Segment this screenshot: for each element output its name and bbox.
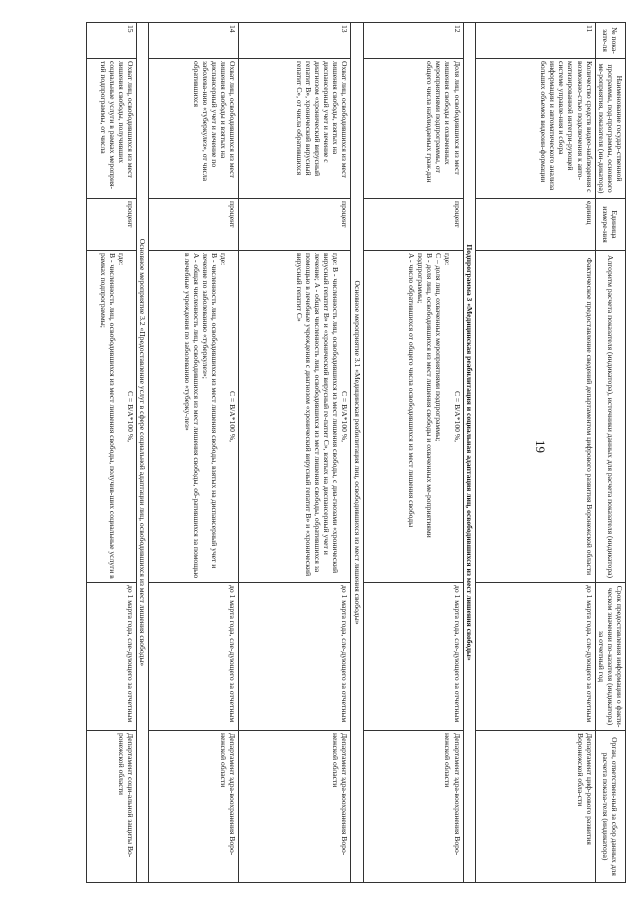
row-deadline: до 1 марта года, сле-дующего за отчетным [239,583,351,731]
row-formula: C = B/A*100 %, [228,390,238,443]
rotated-page-content [38,22,626,882]
row-formula: C = B/A*100 %, [340,390,350,443]
header-name: Наименование государ-ственной программы, под-программы, основного ме-роприятия, показателя (ин-дикатора) [595,59,625,199]
row-number: 15 [87,23,137,59]
table-row [87,23,137,883]
row-algorithm-text: где: B - численность лиц, освободившихся из мест лишения свободы, с диа-гнозами «хронический вирусный гепатит В» и «хронический вирусный ге-патит С», взятых на диспансерный учет и лечение; A - общая численность лиц, освободившихся из мест лишения свободы, обратившихся за помощью в лечебные учреждения с диагнозом «хронический вирусный гепатит В» и «хронический вирусный гепатит С» [294,253,341,577]
row-unit: единиц [475,199,595,251]
row-number: 13 [239,23,351,59]
row-algorithm [475,251,595,583]
measure-title: Основное мероприятие 3.1 «Медицинская реабилитация лиц, освободившихся из мест лишения свободы» [351,23,363,883]
row-unit: процент [87,199,137,251]
row-name: Охват лиц, освободившихся из мест лишения свободы, получивших социальные услуги в рамках мероприя-тий подпрограммы, от числа [87,59,137,199]
measure-band [137,23,149,883]
header-organ: Орган, ответствен-ный за сбор данных для расчета показа-теля (индикатора) [595,731,625,883]
table-row [149,23,239,883]
row-algorithm-text: где: C – доля лиц, охваченных мероприятиями подпрограммы; B - доля лиц, освободившихся из мест лишения свободы и охваченных ме-роприятиями подпрограммы; A - число обратившихся от общего числа освободившихся из мест лишения свободы [407,253,453,538]
row-algorithm [149,251,239,583]
row-name: Доля лиц, освободившихся из мест лишения свободы и охваченных мероприятиями подпрограммы, от общего числа наблюдаемых граж-дан [363,59,463,199]
row-algorithm-text: где: B - численность лиц, освободившихся из мест лишения свободы, получив-ших социальные услуги в рамках подпрограммы; [99,253,127,579]
row-organ: Департамент циф-рового развития Воронежской обла-сти [475,731,595,883]
subprogram-band [463,23,475,883]
row-name: Охват лиц, освободившихся из мест лишения свободы, взятых на диспансерный учет и лечение с диагнозом «хронический вирусный гепатит В», хронический вирусный гепатит С», от числа обратившихся [239,59,351,199]
row-algorithm-text: Фактическое предоставление сведений департаментом цифрового развития Воронежской области [584,257,594,576]
row-algorithm [239,251,351,583]
row-organ: Департамент здра-воохранения Воро-нежской области [239,731,351,883]
table-header-row [595,23,625,883]
header-algorithm: Алгоритм расчета показателя (индикатора), источники данных для расчета показателя (индикатора) [595,251,625,583]
measure-band [351,23,363,883]
row-organ: Департамент здра-воохранения Воро-нежской области [149,731,239,883]
row-unit: процент [363,199,463,251]
row-algorithm [363,251,463,583]
row-name: Охват лиц, освободившихся из мест лишения свободы и взятых на диспансерный учет и лечение по заболева-нию «туберкулез», от числа обратившихся [149,59,239,199]
row-organ: Департамент здра-воохранения Воро-нежской области [363,731,463,883]
row-formula: C = B/A*100 %, [452,390,462,443]
row-algorithm [87,251,137,583]
table-row [363,23,463,883]
row-name: Количество средств видео-наблюдения с возможно-стью подключения к авто-матизированной интегри-рующей системе управле-ния и сбора информации и автоматического анализа больших объемов видеоин-формации [475,59,595,199]
row-number: 12 [363,23,463,59]
row-deadline: до 1 марта года, сле-дующего за отчетным [87,583,137,731]
row-unit: процент [149,199,239,251]
row-deadline: до 1 марта года, сле-дующего за отчетным [149,583,239,731]
row-deadline: до 1 марта года, сле-дующего за отчетным [363,583,463,731]
row-formula: C = B/A*100 %, [126,390,136,443]
subprogram-title: Подпрограмма 3 «Медицинская реабилитация и социальная адаптация лиц, освободившихся из мест лишения свободы» [463,23,475,883]
row-number: 11 [475,23,595,59]
row-algorithm-text: где: B - численность лиц, освободившихся из мест лишения свободы, взятых на диспансерный учет и лечение по заболеванию «туберкулез»; A - общая численность лиц, освободившихся из мест лишения свободы, об-ратившихся за помощью в лечебные учреждения по заболеванию «туберку-лез» [182,253,229,579]
page-number: 19 [533,440,548,453]
measure-title: Основное мероприятие 3.2 «Предоставление услуг в сфере социальной адаптации лиц, освободившихся из мест лишения свободы» [137,23,149,883]
row-deadline: до 1 марта года, сле-дующего за отчетным [475,583,595,731]
row-number: 14 [149,23,239,59]
indicator-table [86,22,626,883]
header-number: № пока-зате-ля [595,23,625,59]
table-row [475,23,595,883]
table-row [239,23,351,883]
header-deadline: Срок предоставления информации о факти-ческом значении по-казателя (индикатора) за отчетный год [595,583,625,731]
row-unit: процент [239,199,351,251]
header-unit: Единица измере-ния [595,199,625,251]
row-organ: Департамент соци-альной защиты Во-ронежской области [87,731,137,883]
